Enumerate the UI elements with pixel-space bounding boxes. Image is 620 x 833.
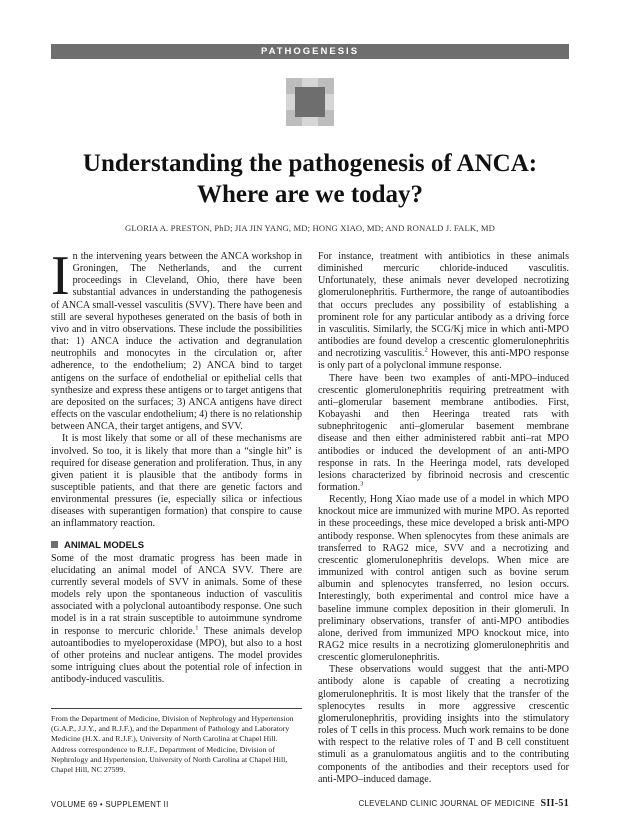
footnote xyxy=(51,708,302,777)
reference-3: 3 xyxy=(360,480,364,488)
paragraph-text: For instance, treatment with antibiotics in these animals diminished mercuric chloride-induced vasculitis. Unfortunately, these animals never developed necrotizing glomerulonephritis. Furthermore, the range of autoantibodies that occurs precludes any possibility of establishing a prominent role for any particular antibody as a driving force in vasculitis. Similarly, the SCG/Kj mice in which anti-MPO antibodies are found develop a crescentic glomerulonephritis and necrotizing vasculitis. xyxy=(318,251,569,360)
footnote-correspondence: Address correspondence to R.J.F., Department of Medicine, Division of Nephrology and Hypertension, University of North Carolina at Chapel Hill, Chapel Hill, NC 27599. xyxy=(51,745,288,775)
logo-center-square xyxy=(295,87,325,117)
paragraph-text: These animals develop autoantibodies to myeloperoxidase (MPO), but also to a host of other proteins and nuclear antigens. The model provides some intriguing clues about the potential role of infection in antibody-induced vasculitis. xyxy=(51,625,302,686)
paragraph-observations: These observations would suggest that the anti-MPO antibody alone is capable of creating a necrotizing glomerulonephritis. It is most likely that the transfer of the splenocytes results in more aggressive crescentic glomerulonephritis, providing insights into the stimulatory roles of T cells in this process. Much work remains to be done with respect to the relative roles of T and B cell constituent stimuli as a granulomatous angiitis and to the contributing components of the antibodies and their receptors used for anti-MPO–induced damage. xyxy=(318,664,569,785)
article-title xyxy=(40,148,580,210)
footer-journal xyxy=(350,798,569,809)
body-column-left xyxy=(51,245,302,686)
footer-journal-name: CLEVELAND CLINIC JOURNAL OF MEDICINE xyxy=(358,799,536,808)
paragraph-hong-xiao-model: Recently, Hong Xiao made use of a model in which MPO knockout mice are immunized with murine MPO. As reported in these proceedings, these mice developed a brisk anti-MPO antibody response. When splenocytes from these animals are transferred to RAG2 mice, SVV and a necrotizing and crescentic glomerulonephritis develops. When mice are immunized with control antigen such as bovine serum albumin and splenocytes transferred, no lesion occurs. Interestingly, both experimental and control mice have a baseline immune complex deposition in their glomeruli. In preliminary observations, transfer of anti-MPO antibodies alone, derived from immunized MPO knockout mice, into RAG2 mice results in a necrotizing glomerulonephritis and crescentic glomerulonephritis. xyxy=(318,494,569,664)
paragraph-animal-models xyxy=(51,553,302,687)
reference-1: 1 xyxy=(195,624,199,632)
paragraph-antibiotics xyxy=(318,251,569,373)
page-number: SII-51 xyxy=(540,798,569,809)
journal-logo-icon xyxy=(286,78,334,126)
paragraph-text: However, this anti-MPO response is only part of a polyclonal immune response. xyxy=(318,348,570,372)
body-column-right xyxy=(318,251,569,786)
heading-square-icon xyxy=(51,541,58,548)
section-header: PATHOGENESIS xyxy=(51,44,569,59)
paragraph-mechanisms: It is most likely that some or all of these mechanisms are involved. So too, it is likely that more than a “single hit” is required for disease generation and proliferation. Thus, in any given patient it is plausible that the antibody forms in susceptible patients, and that there are genetic factors and environmental pressures (ie, especially silica or infectious diseases with superantigen formation) that conspire to cause an inflammatory reaction. xyxy=(51,433,302,530)
paragraph-text: There have been two examples of anti-MPO–induced crescentic glomerulonephritis requiring pretreatment with anti–glomerular basement membrane antibodies. First, Kobayashi and then Heeringa treated rats with subnephritogenic anti–glomerular basement membrane disease and then either administered rabbit anti–rat MPO antibodies or induced the development of an anti-MPO response in rats. In the Heeringa model, rats developed lesions characterized by fibrinoid necrosis and crescentic formation. xyxy=(318,372,569,493)
title-line-2: Where are we today? xyxy=(196,181,424,208)
section-heading-animal-models xyxy=(51,540,302,552)
reference-2: 2 xyxy=(424,346,428,354)
intro-text: n the intervening years between the ANCA workshop in Groningen, The Netherlands, and the current proceedings in Cleveland, Ohio, there have been substantial advances in understanding the pathogenesis of ANCA small-vessel vasculitis (SVV). There have been and still are several hypotheses generated on the basis of both in vivo and in vitro observations. These include the possibilities that: 1) ANCA induce the activation and degranulation neutrophils and monocytes in the circulation or, after adherence, to the endothelium; 2) ANCA bind to target antigens on the surface of endothelial or epithelial cells that synthesize and express these antigens or to target antigens that are deposited on the surfaces; 3) ANCA antigens have direct effects on the vascular endothelium; 4) there is no relationship between ANCA, their target antigens, and SVV. xyxy=(51,251,302,433)
paragraph-text: Some of the most dramatic progress has been made in elucidating an animal model of ANCA SVV. There are currently several models of SVV in animals. Some of these models rely upon the spontaneous induction of vasculitis associated with a polyclonal autoantibody response. One such model is in a rat strain susceptible to autoimmune syndrome in response to mercuric chloride. xyxy=(51,552,302,637)
intro-paragraph xyxy=(51,245,302,433)
title-line-1: Understanding the pathogenesis of ANCA: xyxy=(82,150,538,177)
drop-cap: I xyxy=(51,245,70,307)
section-heading-text: ANIMAL MODELS xyxy=(64,539,145,551)
footnote-affiliation: From the Department of Medicine, Division of Nephrology and Hypertension (G.A.P., J.J.Y., and R.J.F.), and the Department of Pathology and Laboratory Medicine (H.X. and R.J.F.), University of North Carolina at Chapel Hill. xyxy=(51,714,294,744)
author-list: GLORIA A. PRESTON, PhD; JIA JIN YANG, MD; HONG XIAO, MD; AND RONALD J. FALK, MD xyxy=(124,223,496,233)
paragraph-anti-mpo-examples xyxy=(318,373,569,495)
footer-volume: VOLUME 69 • SUPPLEMENT II xyxy=(51,800,169,809)
